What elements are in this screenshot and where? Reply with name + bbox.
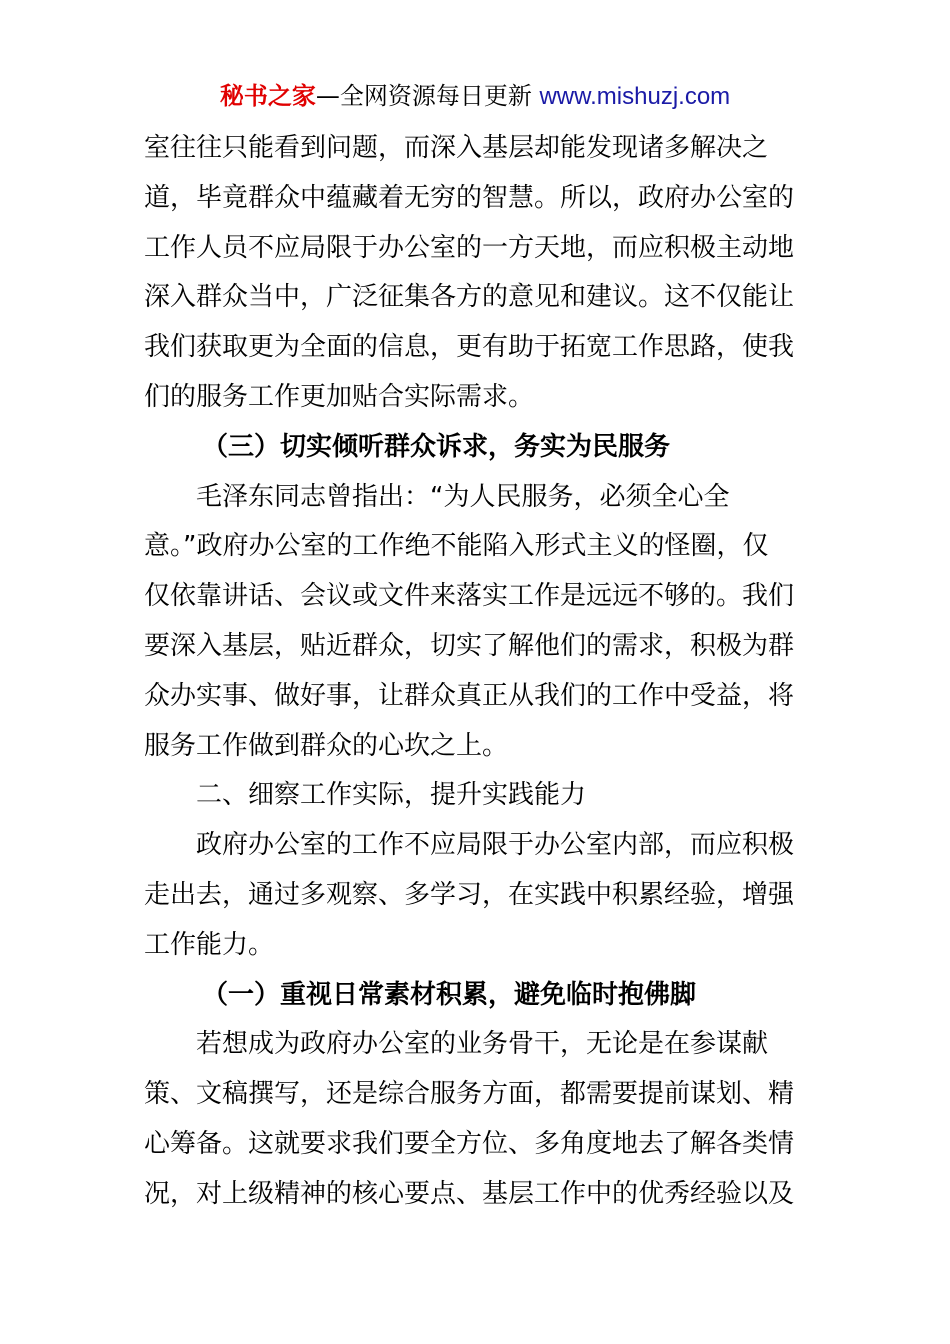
paragraph-line: 意。”政府办公室的工作绝不能陷入形式主义的怪圈，仅	[144, 531, 769, 562]
paragraph-line: 策、文稿撰写，还是综合服务方面，都需要提前谋划、精	[144, 1079, 795, 1110]
paragraph-line: 工作能力。	[144, 929, 275, 960]
website-link[interactable]: www.mishuzj.com	[539, 83, 731, 110]
header-tagline: —全网资源每日更新	[315, 82, 532, 110]
paragraph-line: 若想成为政府办公室的业务骨干，无论是在参谋献	[196, 1029, 769, 1060]
page-header	[0, 80, 950, 113]
paragraph-line: 深入群众当中，广泛征集各方的意见和建议。这不仅能让	[144, 282, 795, 313]
paragraph-line: 况，对上级精神的核心要点、基层工作中的优秀经验以及	[144, 1178, 795, 1209]
chapter-heading: 二、细察工作实际，提升实践能力	[196, 780, 587, 811]
paragraph-line: 我们获取更为全面的信息，更有助于拓宽工作思路，使我	[144, 332, 795, 363]
paragraph-line: 毛泽东同志曾指出：“为人民服务，必须全心全	[196, 481, 730, 512]
paragraph-line: 心筹备。这就要求我们要全方位、多角度地去了解各类情	[144, 1128, 795, 1159]
brand-name: 秘书之家	[219, 82, 316, 110]
paragraph-line: 走出去，通过多观察、多学习，在实践中积累经验，增强	[144, 879, 795, 910]
paragraph-line: 政府办公室的工作不应局限于办公室内部，而应积极	[196, 830, 795, 861]
paragraph-line: 众办实事、做好事，让群众真正从我们的工作中受益，将	[144, 680, 795, 711]
document-body	[144, 124, 808, 1220]
paragraph-line: 室往往只能看到问题，而深入基层却能发现诸多解决之	[144, 133, 769, 163]
paragraph-line: 仅依靠讲话、会议或文件来落实工作是远远不够的。我们	[144, 581, 795, 612]
paragraph-line: 服务工作做到群众的心坎之上。	[144, 730, 509, 761]
section-heading: （一）重视日常素材积累，避免临时抱佛脚	[202, 979, 697, 1010]
section-heading: （三）切实倾听群众诉求，务实为民服务	[202, 431, 671, 462]
paragraph-line: 们的服务工作更加贴合实际需求。	[144, 381, 535, 412]
paragraph-line: 要深入基层，贴近群众，切实了解他们的需求，积极为群	[144, 630, 795, 661]
paragraph-line: 道，毕竟群众中蕴藏着无穷的智慧。所以，政府办公室的	[144, 182, 795, 213]
paragraph-line: 工作人员不应局限于办公室的一方天地，而应积极主动地	[144, 232, 795, 263]
